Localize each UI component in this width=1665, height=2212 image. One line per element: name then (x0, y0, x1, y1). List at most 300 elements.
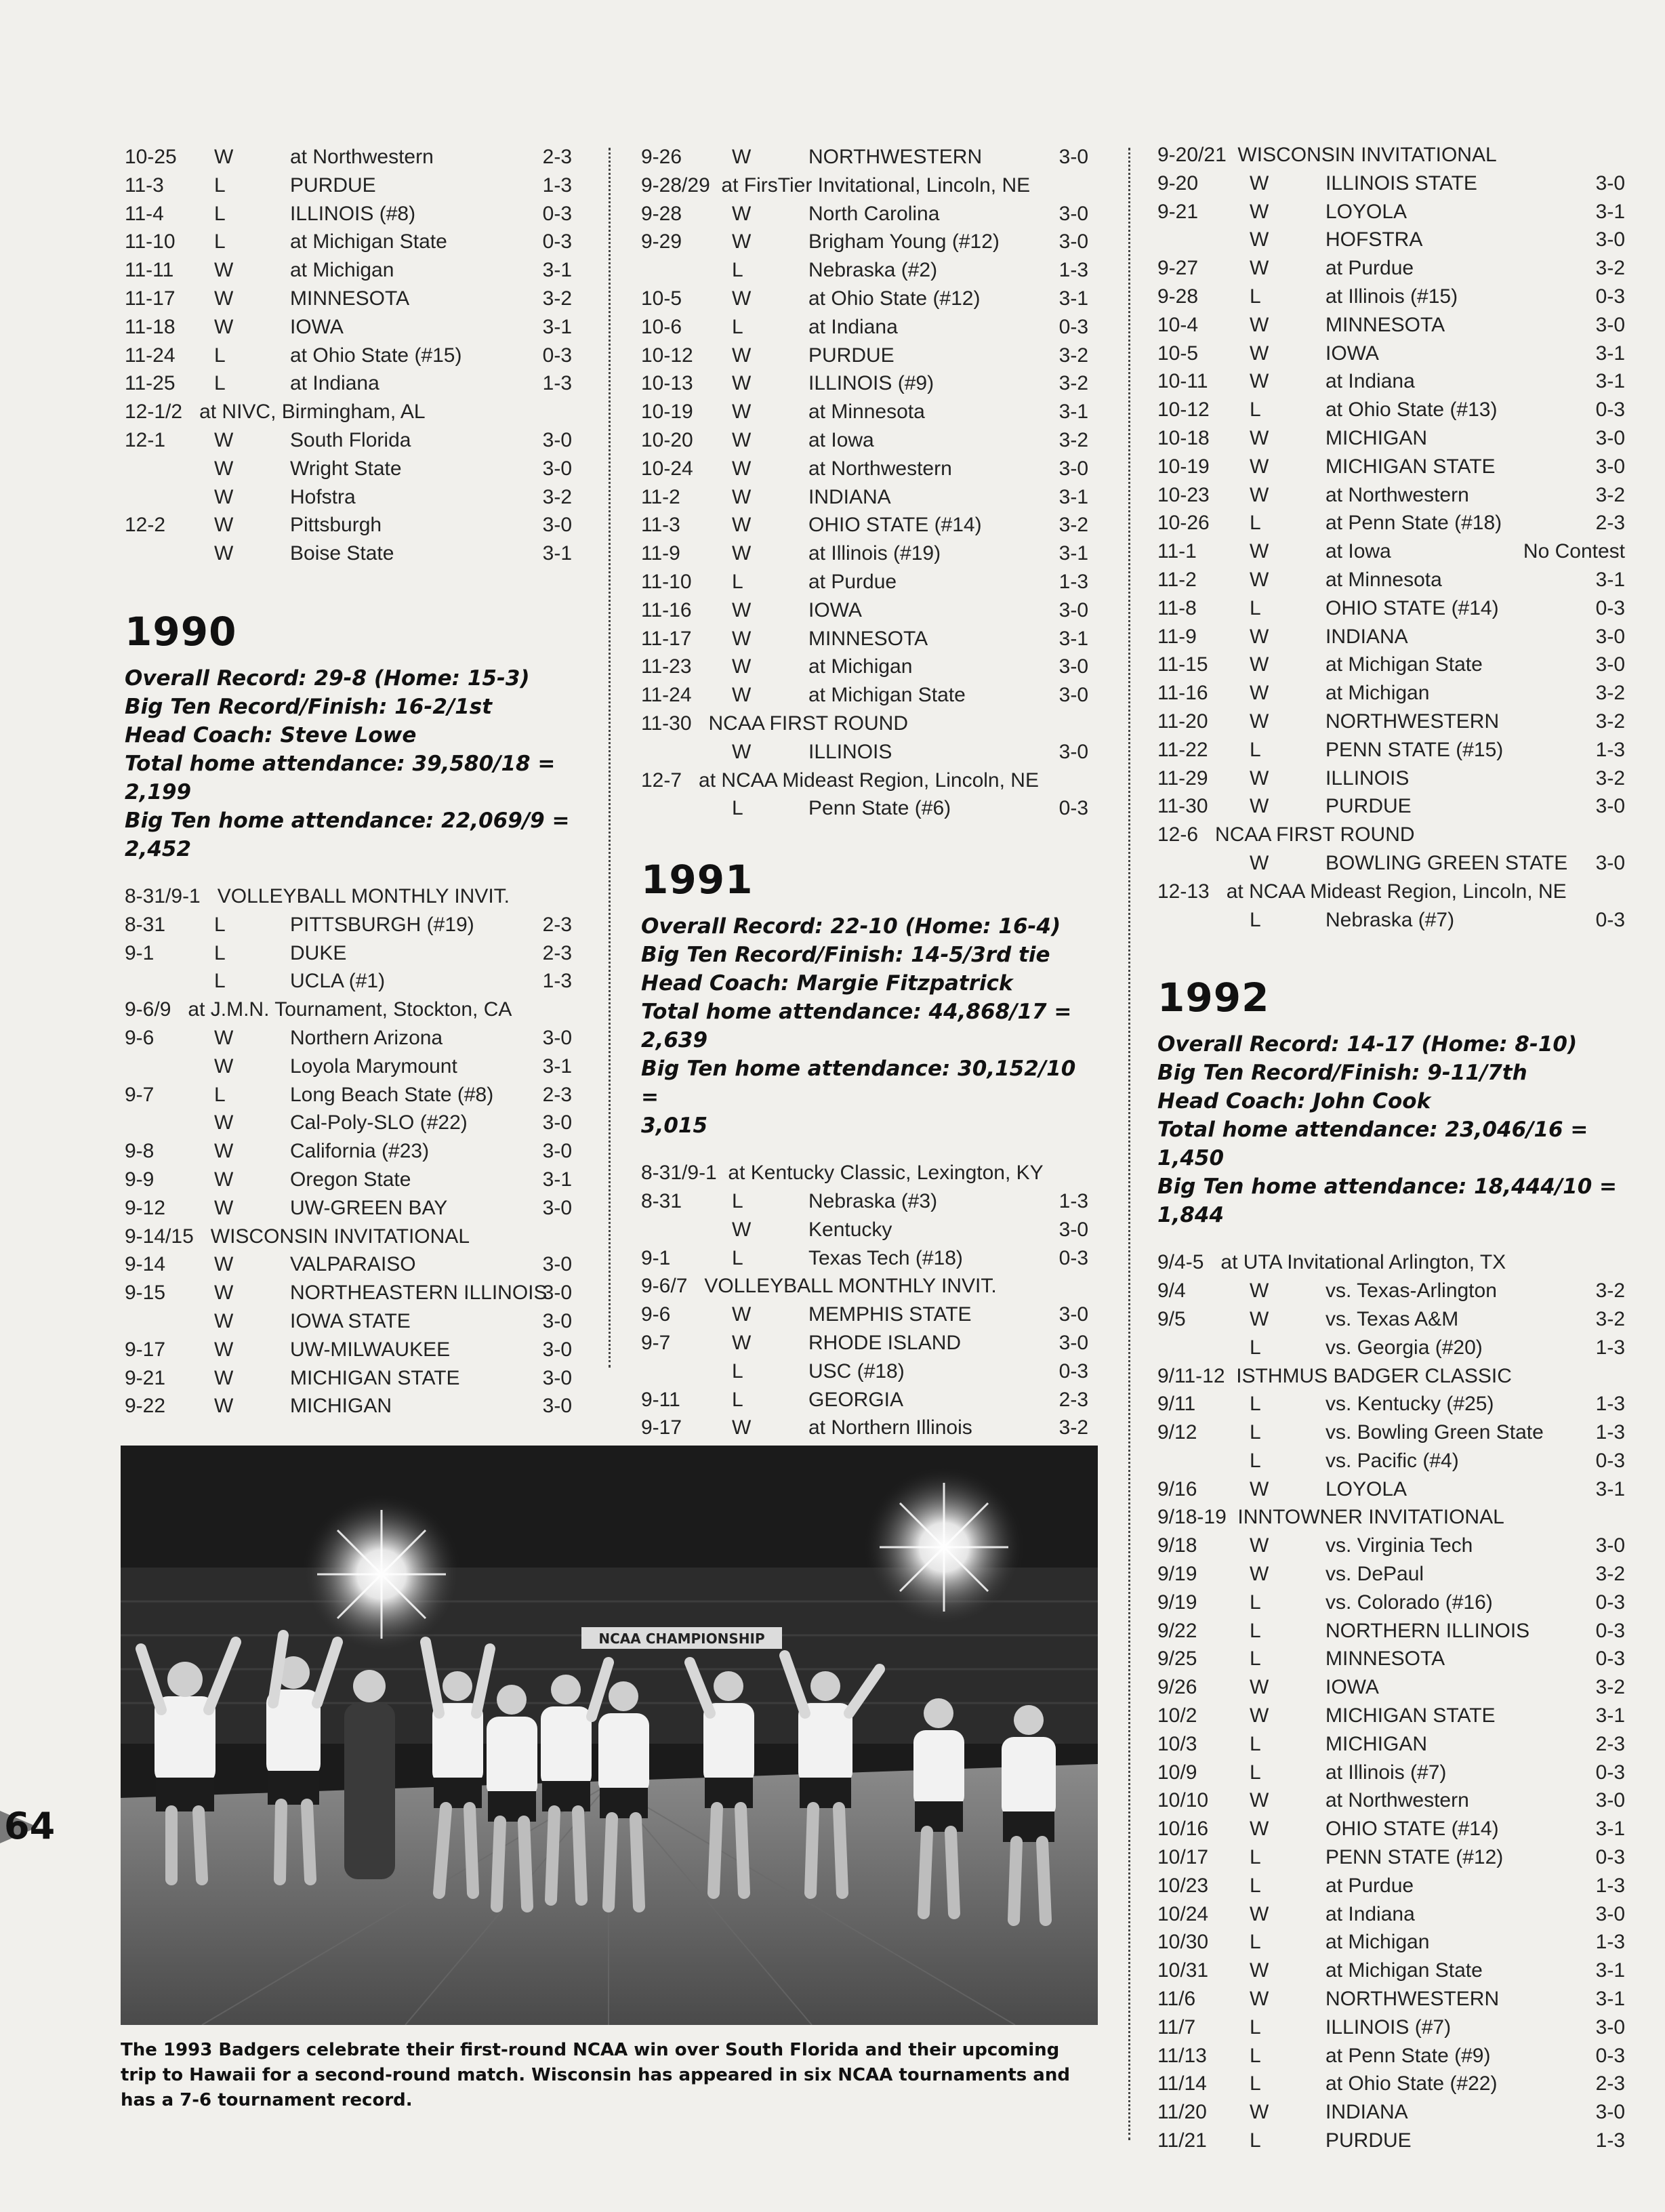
match-row (125, 1392, 572, 1420)
match-row (641, 455, 1088, 483)
match-result: W (1250, 851, 1269, 874)
match-score: 0-3 (1595, 285, 1625, 308)
match-date: 10-19 (641, 401, 693, 424)
match-result: L (732, 1359, 743, 1382)
summary-line: 3,015 (641, 1113, 708, 1139)
tournament-header: 9/4-5 at UTA Invitational Arlington, TX (1157, 1251, 1506, 1274)
match-result: L (214, 173, 226, 197)
match-result: W (214, 1111, 234, 1134)
match-score: 3-1 (1595, 1959, 1625, 1982)
match-score: 3-1 (1595, 200, 1625, 223)
match-opponent: Kentucky (808, 1218, 892, 1241)
match-score: 0-3 (1595, 596, 1625, 619)
match-opponent: at Northwestern (290, 146, 434, 168)
match-score: 3-2 (1595, 257, 1625, 280)
match-date: 11-9 (1157, 625, 1197, 648)
results-list (125, 143, 572, 568)
match-row (1157, 1985, 1625, 2013)
match-date: 11-29 (1157, 766, 1208, 790)
match-result: L (1250, 1931, 1261, 1954)
match-score: 3-0 (1058, 684, 1088, 707)
match-score: 3-1 (1058, 485, 1088, 508)
summary-line: Overall Record: 29-8 (Home: 15-3) (125, 665, 530, 691)
match-date: 9-7 (641, 1331, 671, 1354)
match-opponent: VALPARAISO (290, 1253, 416, 1276)
year-heading: 1992 (1157, 975, 1270, 1021)
match-row (1157, 1843, 1625, 1872)
match-row (641, 1244, 1088, 1273)
tournament-header-row (1157, 878, 1625, 906)
match-score: 2-3 (542, 146, 572, 168)
team-celebration-photo (121, 1446, 1098, 2025)
tournament-header-row (641, 710, 1088, 738)
match-opponent: MINNESOTA (808, 627, 928, 650)
match-score: 3-2 (1595, 710, 1625, 733)
match-result: W (732, 627, 752, 650)
match-date: 9-21 (1157, 200, 1199, 223)
match-row (1157, 1872, 1625, 1900)
match-row (641, 200, 1088, 228)
match-date: 10-26 (1157, 512, 1210, 535)
match-result: W (214, 1282, 234, 1305)
match-opponent: GEORGIA (808, 1388, 904, 1411)
match-result: W (214, 514, 234, 537)
tournament-header: 9-14/15 WISCONSIN INVITATIONAL (125, 1225, 470, 1248)
ncaa-banner-text: NCAA CHAMPIONSHIP (598, 1631, 765, 1647)
match-opponent: PITTSBURGH (#19) (290, 913, 474, 936)
match-date: 11-2 (641, 485, 680, 508)
match-row (125, 1052, 572, 1081)
match-opponent: at Michigan (1325, 682, 1430, 705)
summary-line: Overall Record: 14-17 (Home: 8-10) (1157, 1032, 1578, 1057)
match-opponent: LOYOLA (1325, 1477, 1407, 1500)
match-opponent: OHIO STATE (#14) (1325, 1818, 1499, 1841)
match-result: L (732, 315, 743, 338)
match-score: 1-3 (542, 173, 572, 197)
tournament-header: 9-28/29 at FirsTier Invitational, Lincoln, NE (641, 173, 1031, 197)
match-score: 3-1 (1595, 568, 1625, 591)
match-result: W (214, 287, 234, 310)
match-opponent: LOYOLA (1325, 200, 1407, 223)
results-list (125, 882, 572, 1420)
match-date: 11/7 (1157, 2015, 1196, 2039)
match-opponent: at Ohio State (#22) (1325, 2072, 1498, 2095)
tournament-header: 11-30 NCAA FIRST ROUND (641, 712, 908, 735)
match-result: W (732, 740, 752, 763)
match-result: W (732, 1331, 752, 1354)
match-opponent: vs. Virginia Tech (1325, 1534, 1473, 1557)
match-date: 10/16 (1157, 1818, 1209, 1841)
match-opponent: vs. Bowling Green State (1325, 1421, 1544, 1444)
match-row (125, 313, 572, 342)
summary-line: Overall Record: 22-10 (Home: 16-4) (641, 914, 1061, 939)
match-opponent: ILLINOIS (#7) (1325, 2015, 1452, 2039)
match-score: 2-3 (1058, 1388, 1088, 1411)
match-date: 11-25 (125, 372, 176, 395)
match-row (641, 398, 1088, 426)
match-date: 8-31 (125, 913, 166, 936)
match-date: 9-11 (641, 1388, 680, 1411)
match-row (1157, 1447, 1625, 1475)
match-row (641, 568, 1088, 596)
match-date: 9-14 (125, 1253, 166, 1276)
match-row (1157, 792, 1625, 821)
match-result: W (1250, 1279, 1269, 1303)
match-score: 3-2 (1595, 1563, 1625, 1586)
match-date: 10-13 (641, 372, 693, 395)
match-result: W (1250, 200, 1269, 223)
match-date: 10/23 (1157, 1874, 1209, 1897)
match-date: 11-18 (125, 315, 176, 338)
match-score: 3-0 (1595, 426, 1625, 449)
match-date: 11/20 (1157, 2101, 1207, 2124)
match-row (1157, 283, 1625, 311)
match-date: 11-30 (1157, 795, 1208, 818)
match-row (125, 228, 572, 256)
match-date: 11-16 (641, 598, 692, 621)
match-opponent: at Northern Illinois (808, 1416, 972, 1439)
match-row (1157, 1617, 1625, 1645)
match-result: L (732, 1189, 743, 1212)
tournament-header: 12-6 NCAA FIRST ROUND (1157, 823, 1415, 846)
match-opponent: MINNESOTA (290, 287, 410, 310)
match-row (1157, 764, 1625, 793)
match-score: 3-0 (1058, 1331, 1088, 1354)
column-divider (609, 148, 611, 1368)
match-score: 3-0 (1595, 1902, 1625, 1925)
match-date: 9/19 (1157, 1563, 1197, 1586)
match-result: W (214, 542, 234, 565)
match-result: W (1250, 228, 1269, 251)
match-date: 9/12 (1157, 1421, 1197, 1444)
match-row (125, 426, 572, 455)
match-date: 11-1 (1157, 540, 1197, 563)
match-date: 9-28 (1157, 285, 1199, 308)
match-row (641, 1329, 1088, 1357)
match-opponent: UW-MILWAUKEE (290, 1338, 451, 1361)
match-result: L (214, 202, 226, 225)
match-opponent: at Purdue (1325, 1874, 1414, 1897)
match-opponent: at Michigan (290, 259, 394, 282)
match-date: 9-12 (125, 1196, 166, 1219)
match-result: L (1250, 908, 1261, 931)
match-result: W (214, 1054, 234, 1078)
match-row (1157, 2013, 1625, 2042)
match-date: 10/24 (1157, 1902, 1209, 1925)
tournament-header-row (125, 996, 572, 1024)
match-score: 3-1 (542, 259, 572, 282)
match-opponent: PURDUE (808, 344, 895, 367)
match-score: 3-0 (1058, 655, 1088, 678)
match-result: L (732, 570, 743, 593)
match-date: 9-6 (125, 1026, 155, 1049)
summary-line: Big Ten home attendance: 22,069/9 = (125, 808, 570, 833)
match-result: L (1250, 1421, 1261, 1444)
match-result: W (732, 230, 752, 253)
match-opponent: at Northwestern (808, 457, 952, 480)
match-result: L (1250, 398, 1261, 422)
match-opponent: Hofstra (290, 485, 356, 508)
match-result: L (214, 344, 226, 367)
match-score: 1-3 (1595, 2129, 1625, 2152)
match-date: 10/9 (1157, 1761, 1197, 1784)
match-result: W (1250, 568, 1269, 591)
match-result: L (1250, 1846, 1261, 1869)
match-score: 3-0 (542, 1338, 572, 1361)
season-1992 (1157, 975, 1625, 2155)
match-score: 3-1 (1595, 1704, 1625, 1727)
match-result: W (732, 457, 752, 480)
match-result: L (732, 259, 743, 282)
match-score: No Contest (1523, 540, 1625, 563)
match-opponent: PURDUE (1325, 795, 1412, 818)
match-date: 10-11 (1157, 370, 1208, 393)
match-row (641, 285, 1088, 313)
match-result: W (732, 1303, 752, 1326)
match-score: 3-0 (542, 1366, 572, 1389)
tournament-header-row (1157, 1362, 1625, 1391)
match-result: W (1250, 426, 1269, 449)
match-row (641, 653, 1088, 681)
match-opponent: MICHIGAN (1325, 426, 1427, 449)
match-result: L (732, 1388, 743, 1411)
match-result: W (1250, 625, 1269, 648)
match-score: 3-0 (1058, 146, 1088, 168)
match-score: 3-0 (1595, 625, 1625, 648)
match-score: 1-3 (1595, 1393, 1625, 1416)
match-row (125, 539, 572, 568)
match-date: 10-19 (1157, 455, 1210, 478)
match-opponent: at Michigan (1325, 1931, 1430, 1954)
match-opponent: NORTHWESTERN (808, 146, 983, 168)
match-date: 9-28 (641, 202, 682, 225)
match-result: W (732, 202, 752, 225)
match-opponent: ILLINOIS (808, 740, 892, 763)
match-score: 3-2 (1595, 682, 1625, 705)
match-score: 3-0 (542, 1026, 572, 1049)
match-row (1157, 481, 1625, 510)
match-result: L (214, 230, 226, 253)
match-opponent: IOWA (290, 315, 344, 338)
match-opponent: OHIO STATE (#14) (1325, 596, 1499, 619)
match-date: 11-24 (641, 684, 692, 707)
match-score: 3-2 (1595, 1279, 1625, 1303)
match-score: 1-3 (1595, 1336, 1625, 1359)
match-result: W (732, 514, 752, 537)
match-opponent: PENN STATE (#12) (1325, 1846, 1504, 1869)
match-opponent: IOWA (1325, 342, 1379, 365)
match-row (1157, 1305, 1625, 1334)
match-score: 3-2 (1058, 344, 1088, 367)
match-score: 3-0 (1058, 202, 1088, 225)
match-opponent: Wright State (290, 457, 402, 480)
match-row (125, 1024, 572, 1052)
match-result: W (1250, 1988, 1269, 2011)
match-row (125, 911, 572, 939)
match-score: 0-3 (1595, 908, 1625, 931)
match-result: W (732, 1218, 752, 1241)
match-date: 11-11 (125, 259, 174, 282)
match-result: W (1250, 682, 1269, 705)
match-score: 0-3 (1595, 1846, 1625, 1869)
match-row (1157, 1702, 1625, 1730)
match-opponent: at Illinois (#15) (1325, 285, 1458, 308)
match-row (1157, 1928, 1625, 1957)
match-opponent: BOWLING GREEN STATE (1325, 851, 1568, 874)
match-result: W (214, 1168, 234, 1191)
match-date: 9/16 (1157, 1477, 1197, 1500)
match-score: 0-3 (1595, 2044, 1625, 2067)
results-list (1157, 1248, 1625, 2155)
match-result: W (214, 1196, 234, 1219)
match-opponent: at Illinois (#7) (1325, 1761, 1447, 1784)
match-row (641, 1386, 1088, 1414)
match-opponent: at Iowa (808, 428, 874, 451)
match-result: W (214, 485, 234, 508)
summary-line: Total home attendance: 23,046/16 = 1,450 (1157, 1118, 1588, 1171)
match-date: 9-17 (641, 1416, 682, 1439)
match-row (641, 625, 1088, 653)
match-date: 9-9 (125, 1168, 155, 1191)
match-row (1157, 736, 1625, 764)
match-opponent: MEMPHIS STATE (808, 1303, 972, 1326)
match-score: 3-2 (1058, 1416, 1088, 1439)
match-result: W (1250, 1818, 1269, 1841)
match-result: W (1250, 1789, 1269, 1812)
match-result: L (1250, 1647, 1261, 1671)
match-opponent: NORTHWESTERN (1325, 1988, 1500, 2011)
match-result: W (1250, 1676, 1269, 1699)
match-result: L (1250, 1732, 1261, 1755)
match-date: 10-6 (641, 315, 682, 338)
match-score: 1-3 (1595, 1874, 1625, 1897)
match-score: 0-3 (1595, 1591, 1625, 1614)
match-result: W (1250, 171, 1269, 194)
match-opponent: Nebraska (#7) (1325, 908, 1455, 931)
match-score: 3-0 (542, 1140, 572, 1163)
match-result: W (214, 315, 234, 338)
tournament-header-row (1157, 1248, 1625, 1277)
match-score: 0-3 (542, 202, 572, 225)
match-date: 8-31 (641, 1189, 682, 1212)
match-row (641, 1300, 1088, 1329)
match-score: 3-1 (1058, 627, 1088, 650)
match-row (125, 1336, 572, 1364)
match-row (641, 313, 1088, 342)
match-result: L (1250, 2129, 1261, 2152)
match-date: 11-15 (1157, 653, 1208, 676)
match-result: L (214, 970, 226, 993)
match-score: 0-3 (1058, 1359, 1088, 1382)
match-result: W (1250, 766, 1269, 790)
match-date: 9/18 (1157, 1534, 1197, 1557)
photo-illustration (121, 1446, 1098, 2025)
match-opponent: at Penn State (#9) (1325, 2044, 1491, 2067)
match-row (1157, 311, 1625, 340)
match-result: W (732, 1416, 752, 1439)
match-row (125, 285, 572, 313)
match-row (1157, 849, 1625, 878)
match-row (1157, 1390, 1625, 1418)
match-score: 3-0 (542, 1111, 572, 1134)
match-score: 3-0 (1058, 1303, 1088, 1326)
match-score: 0-3 (542, 344, 572, 367)
match-opponent: at Iowa (1325, 540, 1391, 563)
match-result: W (214, 1026, 234, 1049)
match-row (1157, 1815, 1625, 1843)
match-row (125, 511, 572, 539)
match-opponent: INDIANA (808, 485, 891, 508)
season-1990 (125, 609, 572, 1420)
match-score: 2-3 (1595, 512, 1625, 535)
match-result: W (732, 684, 752, 707)
tournament-header: 9-20/21 WISCONSIN INVITATIONAL (1157, 144, 1497, 166)
match-date: 11-2 (1157, 568, 1197, 591)
match-opponent: UW-GREEN BAY (290, 1196, 448, 1219)
match-result: W (732, 428, 752, 451)
tournament-header-row (641, 1159, 1088, 1187)
match-date: 10/3 (1157, 1732, 1197, 1755)
match-opponent: MICHIGAN STATE (290, 1366, 460, 1389)
summary-line: Head Coach: Margie Fitzpatrick (641, 971, 1013, 996)
match-score: 3-0 (1595, 313, 1625, 336)
match-opponent: MICHIGAN STATE (1325, 1704, 1496, 1727)
match-opponent: at Indiana (808, 315, 898, 338)
match-row (1157, 169, 1625, 198)
match-date: 9/11 (1157, 1393, 1196, 1416)
match-date: 9-17 (125, 1338, 166, 1361)
match-score: 1-3 (1595, 1421, 1625, 1444)
match-result: L (732, 797, 743, 820)
tournament-header: 9/18-19 INNTOWNER INVITATIONAL (1157, 1506, 1504, 1529)
match-opponent: vs. Georgia (#20) (1325, 1336, 1483, 1359)
season-1991 (641, 857, 1088, 1442)
match-result: L (214, 941, 226, 964)
match-score: 3-2 (1058, 428, 1088, 451)
match-date: 9-8 (125, 1140, 155, 1163)
match-row (1157, 396, 1625, 424)
match-date: 10-12 (1157, 398, 1210, 422)
season-summary (641, 912, 1088, 1140)
match-score: 2-3 (542, 941, 572, 964)
match-date: 9-22 (125, 1395, 166, 1418)
match-opponent: Nebraska (#3) (808, 1189, 938, 1212)
match-row (1157, 1560, 1625, 1589)
match-row (1157, 1418, 1625, 1447)
match-score: 3-1 (1058, 542, 1088, 565)
match-result: W (214, 428, 234, 451)
summary-line: Big Ten Record/Finish: 16-2/1st (125, 694, 493, 719)
match-row (1157, 367, 1625, 396)
match-date: 10-5 (641, 287, 682, 310)
match-date: 10/30 (1157, 1931, 1209, 1954)
match-row (1157, 1759, 1625, 1787)
match-row (1157, 254, 1625, 283)
match-opponent: PURDUE (290, 173, 376, 197)
match-row (1157, 340, 1625, 368)
match-date: 11-3 (641, 514, 680, 537)
match-row (641, 483, 1088, 512)
match-row (125, 483, 572, 512)
match-result: L (1250, 1619, 1261, 1642)
match-row (1157, 1532, 1625, 1560)
match-row (125, 1279, 572, 1307)
match-score: 1-3 (1058, 570, 1088, 593)
match-result: W (214, 1309, 234, 1332)
match-opponent: Oregon State (290, 1168, 411, 1191)
match-row (1157, 651, 1625, 679)
match-date: 10/2 (1157, 1704, 1197, 1727)
